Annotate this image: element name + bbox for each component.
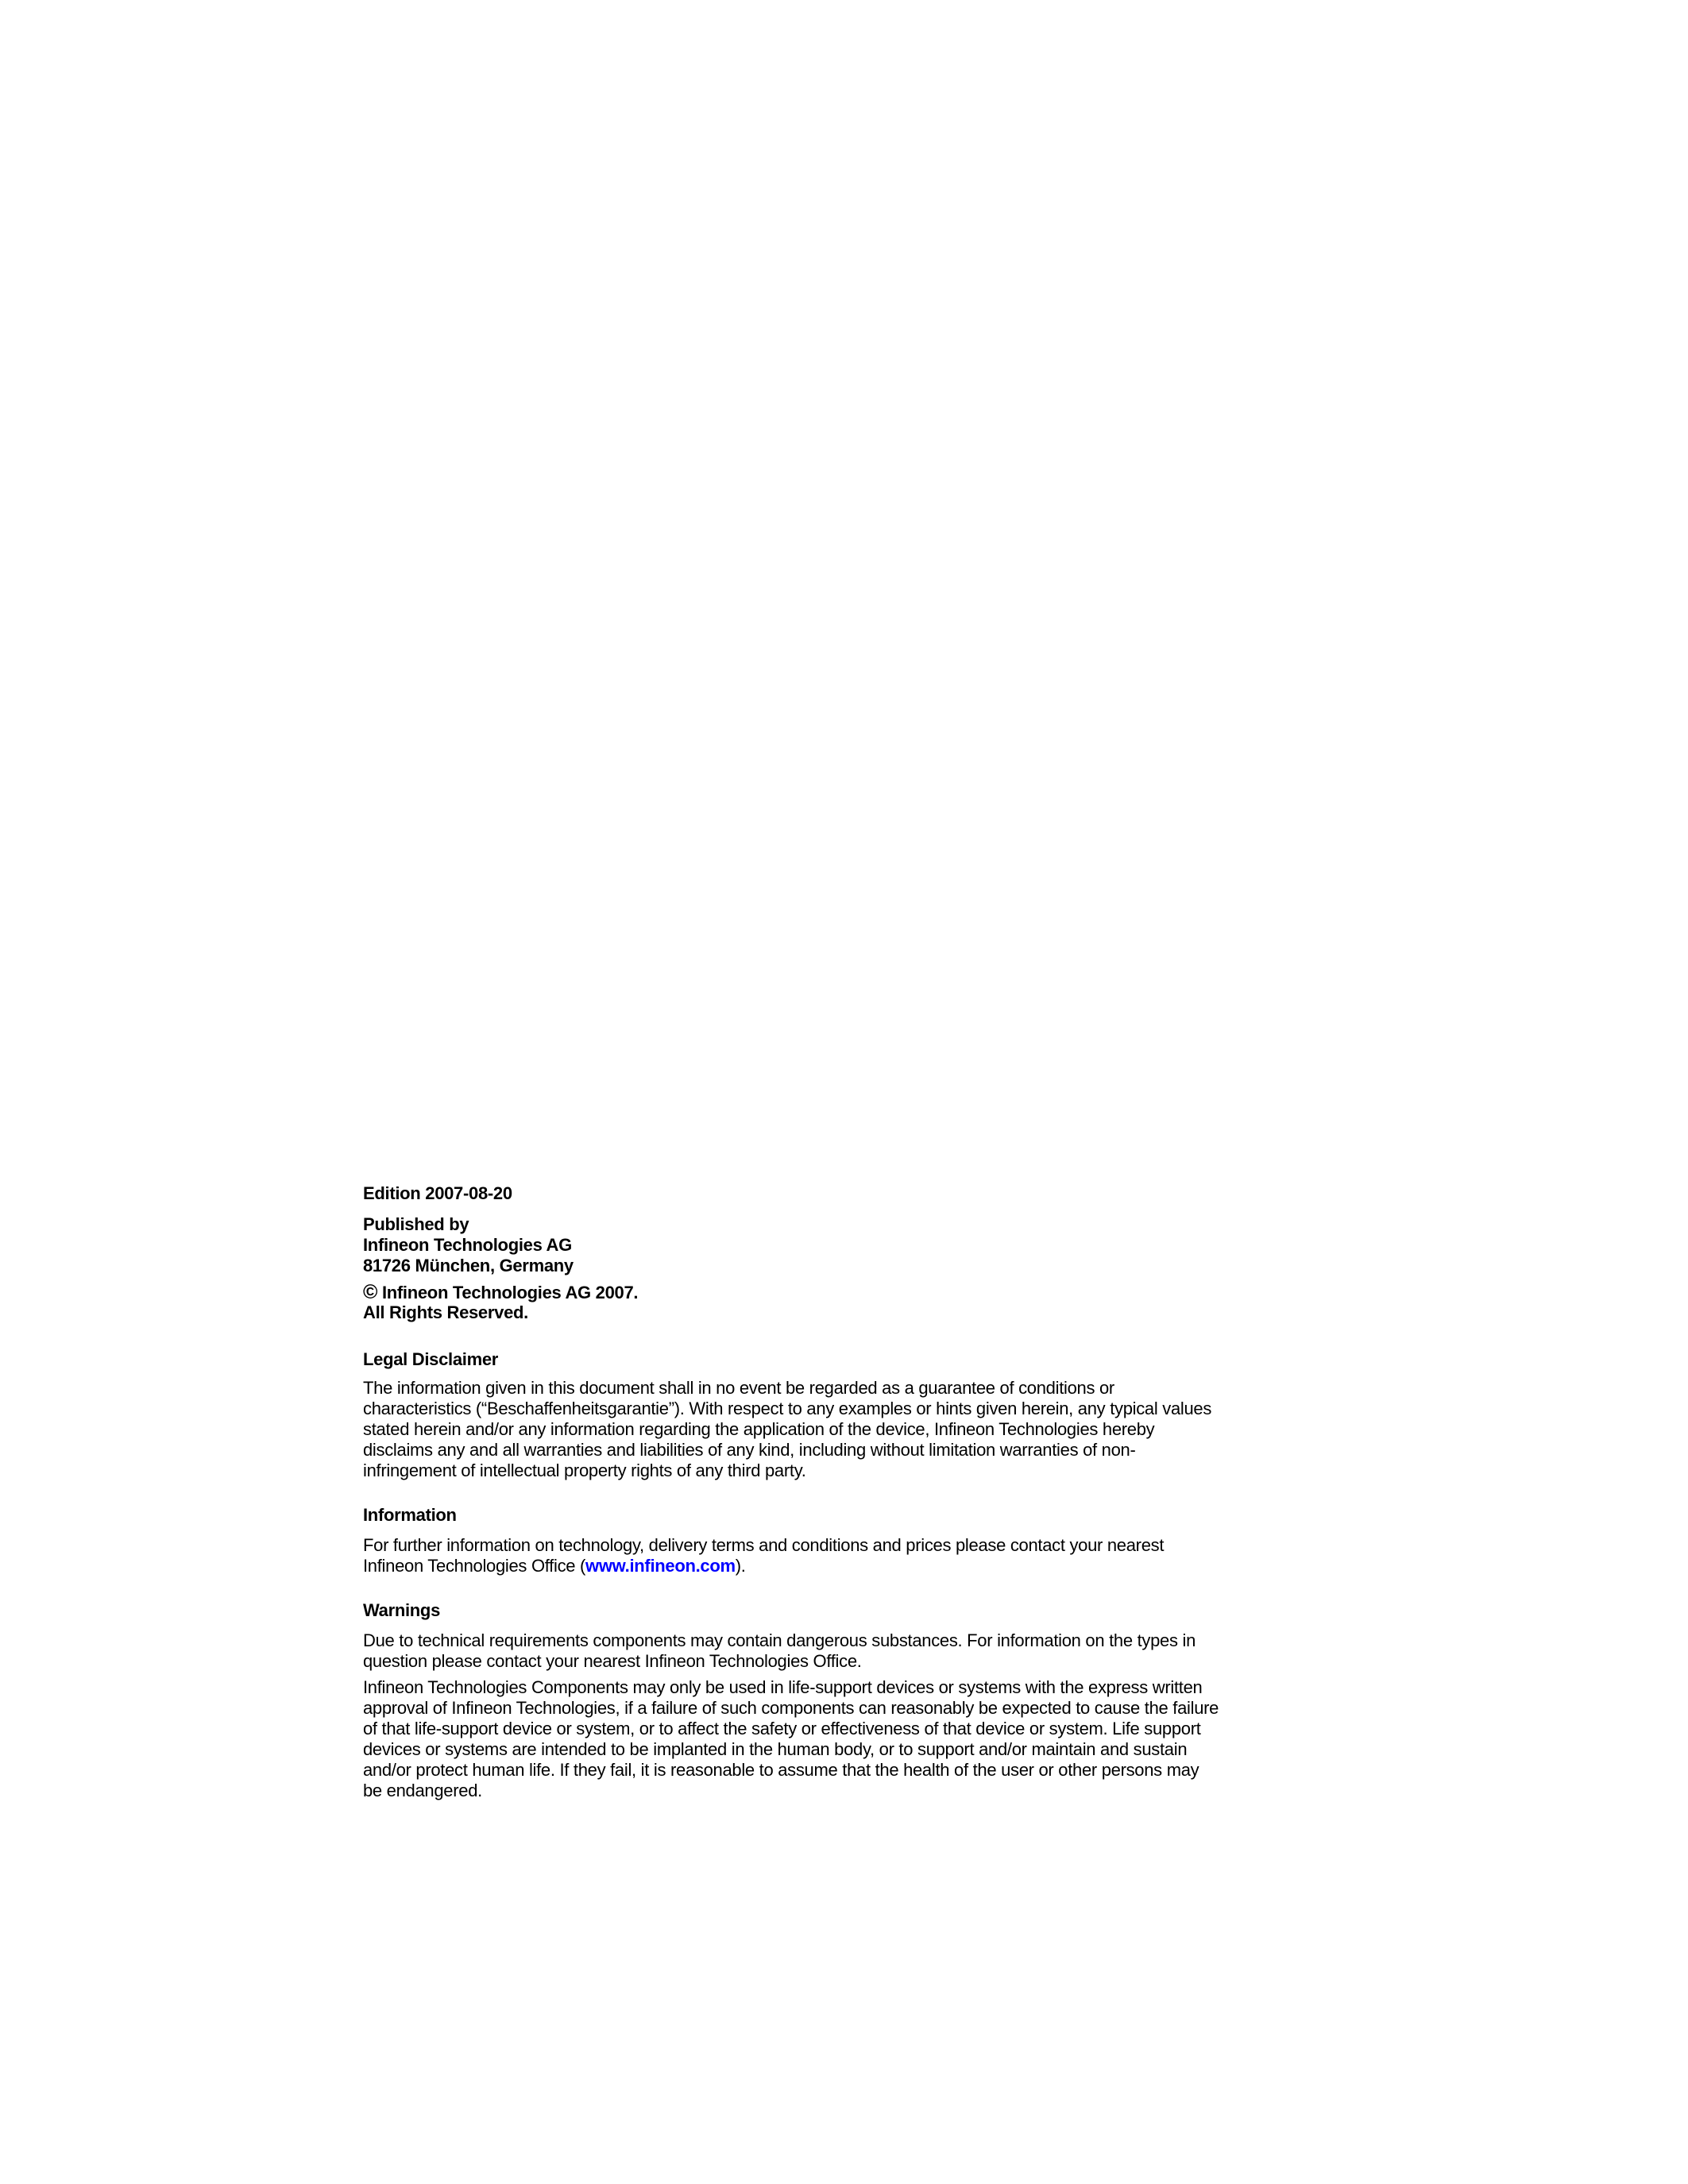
text-line: question please contact your nearest Infineon Technologies Office.	[363, 1651, 862, 1671]
company-name: Infineon Technologies AG	[363, 1235, 572, 1255]
company-address: 81726 München, Germany	[363, 1256, 574, 1275]
text-line: devices or systems are intended to be implanted in the human body, or to support and/or maintain and sustain	[363, 1739, 1188, 1759]
warnings-heading: Warnings	[363, 1600, 441, 1620]
text-line: approval of Infineon Technologies, if a failure of such components can reasonably be expected to cause the failure	[363, 1698, 1219, 1718]
legal-disclaimer-heading: Legal Disclaimer	[363, 1349, 499, 1369]
text-line: Infineon Technologies Components may only be used in life-support devices or systems with the express written	[363, 1677, 1203, 1697]
text-line: disclaims any and all warranties and liabilities of any kind, including without limitation warranties of non-	[363, 1440, 1136, 1460]
text-line: Infineon Technologies Office (	[363, 1556, 586, 1576]
text-line: Due to technical requirements components may contain dangerous substances. For information on the types in	[363, 1630, 1196, 1650]
text-line: ).	[735, 1556, 746, 1576]
text-line: and/or protect human life. If they fail, it is reasonable to assume that the health of the user or other persons may	[363, 1760, 1199, 1780]
text-line: of that life-support device or system, or to affect the safety or effectiveness of that device or system. Life support	[363, 1719, 1201, 1738]
text-line: infringement of intellectual property rights of any third party.	[363, 1461, 806, 1480]
warnings-paragraph-2	[363, 1677, 1316, 1801]
infineon-website-link[interactable]: www.infineon.com	[585, 1556, 736, 1576]
text-line: stated herein and/or any information regarding the application of the device, Infineon Technologies hereby	[363, 1419, 1155, 1439]
warnings-paragraph-1	[363, 1630, 1316, 1672]
copyright-block	[363, 1282, 1316, 1323]
information-heading: Information	[363, 1505, 457, 1525]
copyright-icon: ©	[363, 1281, 378, 1303]
information-text	[363, 1535, 1316, 1576]
text-line: be endangered.	[363, 1781, 482, 1800]
edition: Edition 2007-08-20	[363, 1183, 512, 1203]
text-line: characteristics (“Beschaffenheitsgarantie”). With respect to any examples or hints given herein, any typical values	[363, 1399, 1212, 1418]
publisher-block	[363, 1214, 1316, 1276]
copyright-text: Infineon Technologies AG 2007.	[381, 1283, 639, 1302]
published-by: Published by	[363, 1214, 469, 1234]
legal-disclaimer-text	[363, 1378, 1316, 1481]
text-line: For further information on technology, delivery terms and conditions and prices please contact your nearest	[363, 1535, 1165, 1555]
rights-reserved: All Rights Reserved.	[363, 1302, 528, 1322]
text-line: The information given in this document shall in no event be regarded as a guarantee of conditions or	[363, 1378, 1114, 1398]
